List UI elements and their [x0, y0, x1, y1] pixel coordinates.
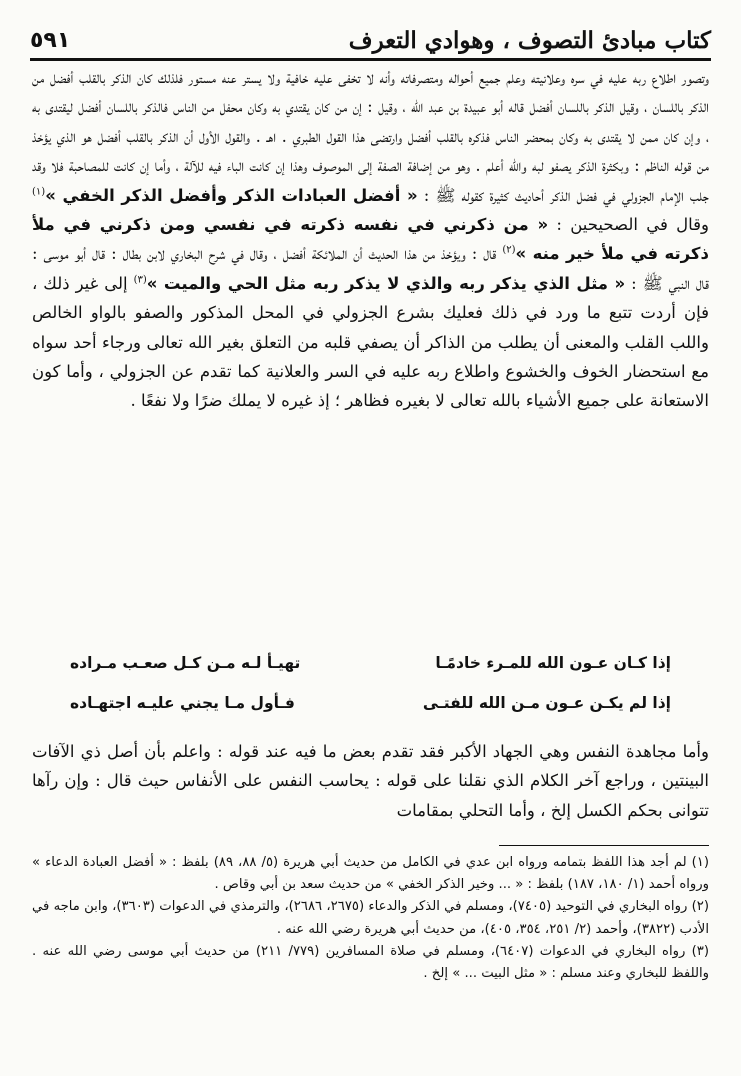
- footnote: (٢) رواه البخاري في التوحيد (٧٤٠٥)، ومسلم في الذكر والدعاء (٢٦٧٥، ٢٦٨٦)، والترمذي في الدعوات (٣٦٠٣)، وابن ماجه في الأدب (٣٨٢٢)، وأحمد (٢/ ٢٥١، ٣٥٤، ٤٠٥)، من حديث أبي هريرة رضي الله عنه .: [32, 899, 709, 937]
- poem-hemistich-first: إذا لم يكـن عـون مـن الله للفتـى: [422, 694, 671, 712]
- footnote-ref: (٢): [502, 244, 516, 256]
- poem-hemistich-second: تهيـأ لـه مـن كـل صعـب مـراده: [70, 654, 301, 672]
- hadith-quote: « مثل الذي يذكر ربه والذي لا يذكر ربه مثل الحي والميت »: [146, 273, 626, 293]
- footnote-ref: (١): [32, 186, 46, 198]
- text-run: وقال في الصحيحين :: [556, 215, 710, 235]
- poem-line: [70, 683, 671, 723]
- page-number: ٥٩١: [30, 28, 71, 53]
- text-run: وتصور اطلاع ربه عليه في سره وعلانيته وعلم جميع أحواله ومتصرفاته وأنه لا تخفى عليه خافية ولا يستر عنه مستور فلذلك كان الذكر بالقلب أفضل من الذكر باللسان ، وقيل الذكر باللسان أفضل قاله أبو عبيدة بن عبد الله ، وقيل : إن من كان يقتدي به وكان محفل من الناس فالذكر باللسان أفضل ليقتدى به ، وإن كان ممن لا يقتدى به وكان بمحضر الناس فذكره بالقلب أفضل وارتضى هذا القول الطبري . اهـ . والقول الأول أن الذكر بالقلب أفضل هو الذي يؤخذ من قوله الناظم : وبكثرة الذكر يصفو لبه والله أعلم . وهو من إضافة الصفة إلى الموصوف وهذا إن كانت الباء فيه للآلة ، وأما إن كانت للمصاحبة فلا وقد جلب الإمام الجزولي في فضل الذكر أحاديث كثيرة كقوله ﷺ :: [32, 68, 709, 205]
- text-run: إلى غير ذلك ، فإن أردت تتبع ما ورد في ذلك فعليك بشرع الجزولي في المحل المذكور والصفو بالواو الخالص واللب القلب والمعنى أن يطلب من الذاكر أن يصفي قلبه من التعلق بغير الله تعالى ورجاء أحد سواه مع استحضار الخوف والخشوع واطلاع ربه عليه في السر والعلانية كما تقدم عن الجزولي ، وأما كون الاستعانة على جميع الأشياء بالله تعالى لا بغيره فظاهر ؛ إذ غيره لا يملك ضرًا ولا نفعًا .: [32, 273, 709, 411]
- header-rule: [30, 58, 711, 61]
- footnote: (٣) رواه البخاري في الدعوات (٦٤٠٧)، ومسلم في صلاة المسافرين (٧٧٩/ ٢١١) من حديث أبي موسى رضي الله عنه . واللفظ للبخاري وعند مسلم : « مثل البيت ... » إلخ .: [32, 943, 709, 982]
- text-run: قال : ويؤخذ من هذا الحديث أن الملائكة أفضل ، وقال في شرح البخاري لابن بطال : قال أبو موسى : قال النبي ﷺ :: [32, 244, 709, 293]
- page-header: [30, 22, 711, 56]
- poem-hemistich-second: فـأول مـا يجني عليـه اجتهـاده: [70, 694, 295, 712]
- hadith-quote: « من ذكرني في نفسه ذكرته في نفسي ومن ذكرني في ملأ ذكرته في ملأ خير منه »: [32, 215, 709, 264]
- footnote: (١) لم أجد هذا اللفظ بتمامه ورواه ابن عدي في الكامل من حديث أبي هريرة (٥/ ٨٨، ٨٩) بلفظ : « أفضل العبادة الدعاء » ورواه أحمد (١/ ١٨٠، ١٨٧) بلفظ : « ... وخير الذكر الخفي » من حديث سعد بن أبي وقاص .: [32, 855, 710, 893]
- poem: [70, 643, 671, 723]
- footnote-ref: (٣): [133, 274, 147, 286]
- poem-hemistich-first: إذا كـان عـون الله للمـرء خادمًـا: [435, 654, 671, 672]
- book-title: كتاب مبادئ التصوف ، وهوادي التعرف: [348, 27, 711, 54]
- poem-line: [70, 643, 671, 683]
- footnotes: [32, 852, 709, 985]
- main-text: [32, 63, 709, 416]
- paragraph-after-poem: وأما مجاهدة النفس وهي الجهاد الأكبر فقد تقدم بعض ما فيه عند قوله : واعلم بأن أصل ذي الآفات البينتين ، وراجع آخر الكلام الذي نقلنا على قوله : يحاسب النفس على الأنفاس حيث قال : وإن رآها تتوانى بحكم الكسل إلخ ، وأما التحلي بمقامات: [32, 742, 709, 820]
- footnote-separator: [499, 845, 709, 846]
- hadith-quote: « أفضل العبادات الذكر وأفضل الذكر الخفي »: [45, 185, 418, 205]
- paragraph: [32, 63, 709, 416]
